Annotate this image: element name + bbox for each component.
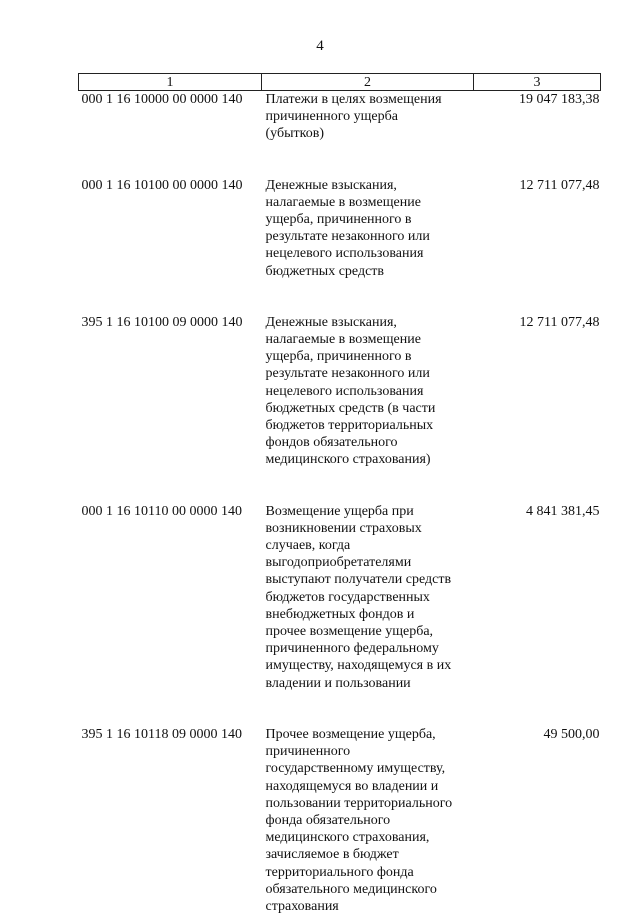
table-row [79,726,601,915]
revenue-name-line: обязательного медицинского [266,881,474,898]
revenue-name-line: случаев, когда [266,537,474,554]
revenue-name-line: бюджетных средств [266,263,474,280]
amount-cell: 12 711 077,48 [474,177,601,314]
column-header-1: 1 [79,74,262,91]
revenue-name-line: Денежные взыскания, [266,314,474,331]
table-header-row [79,74,601,91]
amount-cell: 19 047 183,38 [474,91,601,177]
revenue-name-line: владении и пользовании [266,675,474,692]
revenue-name-line: налагаемые в возмещение [266,194,474,211]
revenue-name-line: внебюджетных фондов и [266,606,474,623]
revenue-name-line: находящемуся во владении и [266,778,474,795]
budget-code-cell: 395 1 16 10118 09 0000 140 [79,726,262,915]
revenue-name-line: пользовании территориального [266,795,474,812]
revenue-name-line: бюджетов государственных [266,589,474,606]
revenue-name-line: фонда обязательного [266,812,474,829]
revenue-name-line: медицинского страхования) [266,451,474,468]
revenue-name-line: выгодоприобретателями [266,554,474,571]
revenue-name-line: причиненного [266,743,474,760]
revenue-name-line: имуществу, находящемуся в их [266,657,474,674]
revenue-name-line: причиненного федеральному [266,640,474,657]
table-row [79,314,601,503]
revenue-name-cell [262,726,474,915]
revenue-name-cell [262,91,474,177]
table-header [79,74,601,91]
column-header-2: 2 [262,74,474,91]
revenue-name-cell [262,314,474,503]
revenue-name-line: Платежи в целях возмещения [266,91,474,108]
table-row [79,91,601,177]
revenue-name-line: Возмещение ущерба при [266,503,474,520]
revenue-name-cell [262,177,474,314]
budget-revenue-table [78,73,601,915]
revenue-name-line: зачисляемое в бюджет [266,846,474,863]
revenue-name-line: результате незаконного или [266,365,474,382]
revenue-name-line: возникновении страховых [266,520,474,537]
revenue-name-line: нецелевого использования [266,245,474,262]
revenue-name-line: выступают получатели средств [266,571,474,588]
revenue-name-line: (убытков) [266,125,474,142]
revenue-name-cell [262,503,474,726]
amount-cell: 49 500,00 [474,726,601,915]
revenue-name-line: ущерба, причиненного в [266,348,474,365]
amount-cell: 4 841 381,45 [474,503,601,726]
revenue-name-line: результате незаконного или [266,228,474,245]
revenue-name-line: Прочее возмещение ущерба, [266,726,474,743]
table-row [79,503,601,726]
table-row [79,177,601,314]
revenue-name-line: бюджетных средств (в части [266,400,474,417]
budget-code-cell: 000 1 16 10110 00 0000 140 [79,503,262,726]
revenue-name-line: страхования [266,898,474,915]
column-header-3: 3 [474,74,601,91]
revenue-name-line: налагаемые в возмещение [266,331,474,348]
page-number: 4 [0,38,640,55]
revenue-name-line: ущерба, причиненного в [266,211,474,228]
budget-code-cell: 000 1 16 10000 00 0000 140 [79,91,262,177]
budget-code-cell: 395 1 16 10100 09 0000 140 [79,314,262,503]
revenue-name-line: территориального фонда [266,864,474,881]
revenue-name-line: Денежные взыскания, [266,177,474,194]
amount-cell: 12 711 077,48 [474,314,601,503]
budget-code-cell: 000 1 16 10100 00 0000 140 [79,177,262,314]
revenue-name-line: государственному имуществу, [266,760,474,777]
revenue-name-line: нецелевого использования [266,383,474,400]
table-body [79,91,601,915]
revenue-name-line: медицинского страхования, [266,829,474,846]
revenue-name-line: причиненного ущерба [266,108,474,125]
revenue-name-line: прочее возмещение ущерба, [266,623,474,640]
revenue-name-line: фондов обязательного [266,434,474,451]
revenue-name-line: бюджетов территориальных [266,417,474,434]
